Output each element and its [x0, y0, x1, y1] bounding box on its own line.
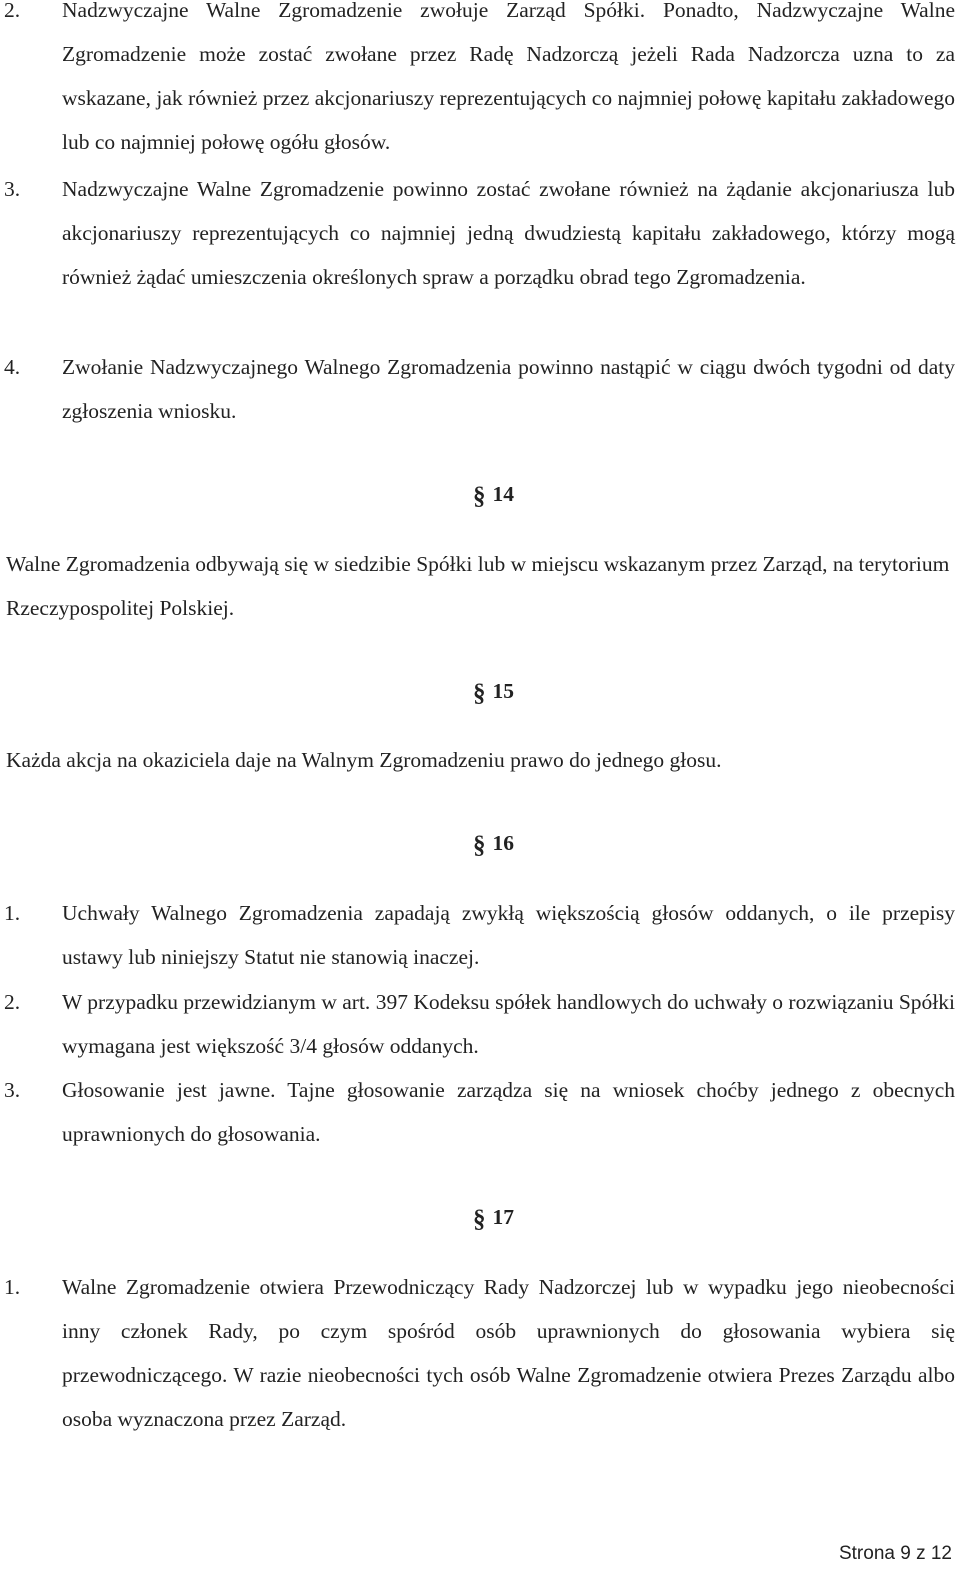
section-number: 14: [492, 482, 514, 506]
page-number: Strona 9 z 12: [838, 1543, 952, 1564]
section-heading: [473, 479, 514, 509]
item-text: Uchwały Walnego Zgromadzenia zapadają zwykłą większością głosów oddanych, o ile przepisy ustawy lub niniejszy Statut nie stanowią inaczej.: [62, 901, 955, 969]
item-text: Nadzwyczajne Walne Zgromadzenie zwołuje Zarząd Spółki. Ponadto, Nadzwyczajne Walne Zgromadzenie może zostać zwołane przez Radę Nadzorczą jeżeli Rada Nadzorcza uzna to za wskazane, jak również przez akcjonariuszy reprezentujących co najmniej połowę kapitału zakładowego lub co najmniej połowę ogółu głosów.: [62, 0, 955, 154]
item-number: 3.: [4, 1078, 21, 1102]
item-text: Nadzwyczajne Walne Zgromadzenie powinno zostać zwołane również na żądanie akcjonariusza lub akcjonariuszy reprezentujących co najmniej jedną dwudziestą kapitału zakładowego, którzy mogą również żądać umieszczenia określonych spraw a porządku obrad tego Zgromadzenia.: [62, 177, 955, 289]
item-text: Walne Zgromadzenie otwiera Przewodniczący Rady Nadzorczej lub w wypadku jego nieobecności inny członek Rady, po czym spośród osób uprawnionych do głosowania wybiera się przewodniczącego. W razie nieobecności tych osób Walne Zgromadzenie otwiera Prezes Zarządu albo osoba wyznaczona przez Zarząd.: [62, 1275, 955, 1431]
item-text: Głosowanie jest jawne. Tajne głosowanie zarządza się na wniosek choćby jednego z obecnych uprawnionych do głosowania.: [62, 1078, 955, 1146]
section-symbol: §: [473, 1206, 486, 1233]
list-item: [0, 345, 955, 433]
section-number: 15: [492, 679, 514, 703]
item-text: Zwołanie Nadzwyczajnego Walnego Zgromadzenia powinno nastąpić w ciągu dwóch tygodni od daty zgłoszenia wniosku.: [62, 355, 955, 423]
list-item: [0, 1068, 955, 1156]
section-symbol: §: [473, 483, 486, 510]
list-item: [0, 1265, 955, 1441]
paragraph: Walne Zgromadzenia odbywają się w siedzibie Spółki lub w miejscu wskazanym przez Zarząd, na terytorium Rzeczypospolitej Polskiej.: [6, 552, 950, 620]
item-number: 2.: [4, 0, 21, 22]
list-item: [0, 167, 955, 299]
list-item: [0, 980, 955, 1068]
section-heading: [473, 1202, 514, 1232]
item-number: 1.: [4, 1275, 21, 1299]
section-symbol: §: [473, 832, 486, 859]
section-symbol: §: [473, 680, 486, 707]
section-number: 16: [492, 831, 514, 855]
item-text: W przypadku przewidzianym w art. 397 Kodeksu spółek handlowych do uchwały o rozwiązaniu Spółki wymagana jest większość 3/4 głosów oddanych.: [62, 990, 955, 1058]
item-number: 3.: [4, 177, 21, 201]
paragraph: Każda akcja na okaziciela daje na Walnym Zgromadzeniu prawo do jednego głosu.: [6, 748, 722, 772]
section-number: 17: [492, 1205, 514, 1229]
list-item: [0, 891, 955, 979]
item-number: 2.: [4, 990, 21, 1014]
item-number: 4.: [4, 355, 21, 379]
section-heading: [473, 828, 514, 858]
list-item: [0, 0, 955, 164]
section-heading: [473, 676, 514, 706]
item-number: 1.: [4, 901, 21, 925]
